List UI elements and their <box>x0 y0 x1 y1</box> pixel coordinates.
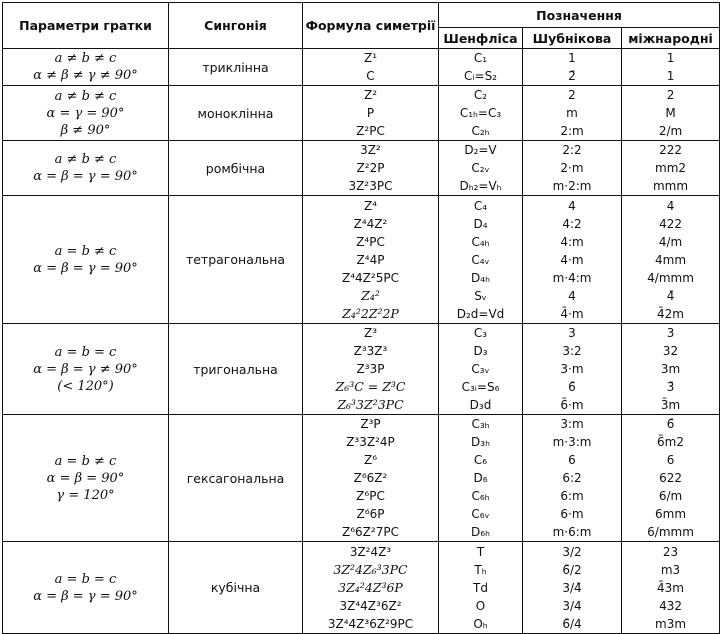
shubnikov-value: m·6:m <box>552 525 592 539</box>
schoenflies-value: C₃ᵢ=S₆ <box>461 380 500 394</box>
international-value: mmm <box>652 179 689 193</box>
international-cell <box>622 141 720 196</box>
international-value: 1 <box>666 69 675 83</box>
schoenflies-cell <box>439 196 523 324</box>
syngony-cell: триклінна <box>169 49 303 86</box>
shubnikov-value: m·2:m <box>552 179 592 193</box>
shubnikov-value: 4̄·m <box>560 306 584 321</box>
formula-value: 3Z²4Z³ <box>349 544 392 559</box>
shubnikov-cell <box>523 86 622 141</box>
schoenflies-value: C₃ᵥ <box>471 362 490 376</box>
shubnikov-value: 3 <box>568 326 576 340</box>
international-value: 4 <box>666 198 675 213</box>
formula-cell <box>303 49 439 86</box>
schoenflies-value: Tₕ <box>474 562 487 577</box>
shubnikov-value: 6·m <box>560 507 584 521</box>
schoenflies-value: C₁ <box>473 51 488 65</box>
schoenflies-cell <box>439 86 523 141</box>
schoenflies-value: C₆ <box>473 453 488 467</box>
schoenflies-cell <box>439 49 523 86</box>
schoenflies-value: C₂ <box>473 88 488 102</box>
schoenflies-value: D₂d=Vd <box>456 306 505 321</box>
lattice-param-line: α = γ = 90° <box>46 105 125 121</box>
syngony-cell: тригональна <box>169 324 303 415</box>
shubnikov-value: 2 <box>568 88 576 102</box>
shubnikov-value: 1 <box>568 51 576 65</box>
international-value: 622 <box>659 471 682 485</box>
lattice-param-line: a = b = c <box>54 571 117 587</box>
shubnikov-value: 2:2 <box>562 143 582 157</box>
shubnikov-value: 6̄/4 <box>562 616 582 631</box>
formula-value: 3Z² <box>360 143 381 157</box>
formula-cell <box>303 542 439 634</box>
schoenflies-value: C₃ₕ <box>471 417 490 431</box>
formula-value: P <box>366 106 375 120</box>
international-value: 6/mmm <box>647 525 694 539</box>
schoenflies-cell <box>439 141 523 196</box>
formula-value: Z₆³3Z²3PC <box>337 397 404 412</box>
header-shubnikov: Шубнікова <box>523 28 622 49</box>
formula-value: Z⁴PC <box>356 234 385 249</box>
header-international: міжнародні <box>622 28 720 49</box>
formula-value: Z⁶6Z²7PC <box>342 525 399 539</box>
schoenflies-value: Td <box>473 580 488 595</box>
formula-value: 3Z⁴4Z³6Z² <box>339 598 402 613</box>
schoenflies-value: D₃ₕ <box>471 435 490 449</box>
shubnikov-value: 2:m <box>560 124 584 138</box>
header-formula: Формула симетрії <box>303 3 439 49</box>
schoenflies-value: D₂=V <box>464 143 497 157</box>
shubnikov-cell <box>523 141 622 196</box>
shubnikov-value: 3·m <box>560 362 584 376</box>
international-cell <box>622 415 720 542</box>
international-value: 2 <box>666 88 675 102</box>
formula-value: Z⁴4Z² <box>353 216 388 231</box>
shubnikov-value: 4:m <box>560 234 584 249</box>
header-syngony: Сингонія <box>169 3 303 49</box>
schoenflies-value: D₄ <box>473 216 488 231</box>
shubnikov-value: 6 <box>568 453 576 467</box>
international-value: 4̄2m <box>657 306 684 321</box>
lattice-param-line: α = β = γ = 90° <box>33 260 138 276</box>
syngony-cell: кубічна <box>169 542 303 634</box>
header-schoenflies: Шенфліса <box>439 28 523 49</box>
international-cell <box>622 86 720 141</box>
shubnikov-cell <box>523 324 622 415</box>
schoenflies-value: D₆ <box>473 471 488 485</box>
shubnikov-value: 2̄ <box>568 69 576 83</box>
shubnikov-value: m·3:m <box>552 435 592 449</box>
international-value: 422 <box>659 216 682 231</box>
schoenflies-cell <box>439 415 523 542</box>
formula-cell <box>303 141 439 196</box>
syngony-group-row <box>3 141 720 196</box>
syngony-cell: ромбічна <box>169 141 303 196</box>
international-value: M <box>665 106 676 120</box>
syngony-group-row <box>3 415 720 542</box>
formula-value: Z⁶6P <box>356 507 385 521</box>
syngony-group-row <box>3 324 720 415</box>
international-value: 23 <box>662 544 679 559</box>
shubnikov-value: m·4:m <box>552 270 592 285</box>
formula-value: Z³P <box>360 417 381 431</box>
lattice-params-cell <box>3 49 169 86</box>
international-value: 3̄m <box>660 398 681 412</box>
formula-value: 3Z⁴4Z³6Z²9PC <box>327 616 414 631</box>
shubnikov-value: 4:2 <box>562 216 582 231</box>
lattice-params-cell <box>3 86 169 141</box>
lattice-params-cell <box>3 542 169 634</box>
lattice-params-cell <box>3 141 169 196</box>
formula-value: Z²2P <box>356 161 385 175</box>
international-value: 6mm <box>655 507 687 521</box>
schoenflies-value: T <box>476 544 485 559</box>
shubnikov-value: 6̄/2 <box>562 562 582 577</box>
international-cell <box>622 542 720 634</box>
header-designation: Позначення <box>439 3 720 28</box>
formula-value: Z⁴4P <box>356 252 385 267</box>
shubnikov-value: 3:m <box>560 417 584 431</box>
formula-value: Z²PC <box>356 124 385 138</box>
formula-cell <box>303 415 439 542</box>
schoenflies-cell <box>439 542 523 634</box>
formula-value: 3Z²4Z₆³3PC <box>333 561 408 577</box>
lattice-param-line: α = β = 90° <box>46 470 125 486</box>
international-value: 4mm <box>655 252 687 267</box>
shubnikov-value: 4·m <box>560 252 584 267</box>
lattice-param-line: α = β = γ ≠ 90° <box>33 361 138 377</box>
schoenflies-value: Cᵢ=S₂ <box>463 69 497 83</box>
international-value: 3̄ <box>666 380 675 394</box>
formula-cell <box>303 86 439 141</box>
header-params: Параметри гратки <box>3 3 169 49</box>
schoenflies-value: Dₕ₂=Vₕ <box>459 179 502 193</box>
schoenflies-value: Sᵥ <box>474 288 487 303</box>
formula-value: Z₄² <box>361 287 380 303</box>
formula-value: 3Z₄²4Z³6P <box>338 579 403 595</box>
international-value: 222 <box>659 143 682 157</box>
international-value: 4/m <box>658 234 683 249</box>
international-value: 32 <box>662 344 679 358</box>
international-value: 2/m <box>658 124 683 138</box>
shubnikov-value: m <box>566 106 578 120</box>
lattice-param-line: β ≠ 90° <box>60 122 111 138</box>
formula-cell <box>303 196 439 324</box>
lattice-param-line: a ≠ b ≠ c <box>54 152 117 167</box>
formula-value: Z⁴4Z²5PC <box>342 270 399 285</box>
shubnikov-value: 6:2 <box>562 471 582 485</box>
shubnikov-value: 6:m <box>560 489 584 503</box>
lattice-param-line: a ≠ b ≠ c <box>54 51 117 66</box>
syngony-group-row <box>3 86 720 141</box>
shubnikov-cell <box>523 415 622 542</box>
formula-value: Z³3Z³ <box>353 344 388 358</box>
international-value: 3m <box>660 362 681 376</box>
schoenflies-value: D₆ₕ <box>471 525 490 539</box>
syngony-cell: гексагональна <box>169 415 303 542</box>
shubnikov-value: 3:2 <box>562 344 582 358</box>
formula-value: 3Z²3PC <box>348 179 393 193</box>
formula-value: Z₆³C = Z³C <box>335 379 406 394</box>
lattice-params-cell <box>3 415 169 542</box>
schoenflies-value: D₄ₕ <box>471 270 490 285</box>
crystal-systems-table <box>2 2 720 634</box>
schoenflies-value: C₁ₕ=C₃ <box>459 106 502 120</box>
formula-value: Z⁴ <box>363 198 378 213</box>
syngony-cell: тетрагональна <box>169 196 303 324</box>
lattice-params-cell <box>3 196 169 324</box>
international-value: m3 <box>660 562 681 577</box>
schoenflies-value: C₄ᵥ <box>471 252 490 267</box>
schoenflies-value: D₃d <box>469 398 492 412</box>
schoenflies-cell <box>439 324 523 415</box>
formula-value: Z⁶PC <box>356 489 385 503</box>
schoenflies-value: C₆ₕ <box>471 489 490 503</box>
formula-value: Z⁶ <box>363 453 378 467</box>
formula-value: Z⁶6Z² <box>353 471 388 485</box>
lattice-param-line: a ≠ b ≠ c <box>54 88 117 104</box>
international-value: mm2 <box>655 161 687 175</box>
formula-value: Z³3Z²4P <box>346 435 395 449</box>
formula-value: Z₄²2Z²2P <box>342 305 399 321</box>
lattice-param-line: a = b ≠ c <box>54 243 117 259</box>
international-value: 6/m <box>658 489 683 503</box>
schoenflies-value: C₃ <box>473 326 488 340</box>
shubnikov-value: 2·m <box>560 161 584 175</box>
shubnikov-cell <box>523 49 622 86</box>
syngony-cell: моноклінна <box>169 86 303 141</box>
schoenflies-value: C₄ₕ <box>471 234 490 249</box>
shubnikov-cell <box>523 542 622 634</box>
lattice-param-line: a = b ≠ c <box>54 453 117 469</box>
formula-value: Z³ <box>363 326 378 340</box>
shubnikov-cell <box>523 196 622 324</box>
lattice-param-line: α = β = γ = 90° <box>33 169 138 184</box>
shubnikov-value: 6̄·m <box>560 398 584 412</box>
international-value: 1 <box>666 51 675 65</box>
formula-value: Z³3P <box>356 362 385 376</box>
lattice-param-line: α ≠ β ≠ γ ≠ 90° <box>33 68 138 83</box>
syngony-group-row <box>3 49 720 86</box>
international-cell <box>622 49 720 86</box>
formula-cell <box>303 324 439 415</box>
schoenflies-value: Oₕ <box>473 616 488 631</box>
schoenflies-value: O <box>475 598 486 613</box>
international-value: 6̄m2 <box>657 435 684 449</box>
lattice-param-line: α = β = γ = 90° <box>33 588 138 604</box>
shubnikov-value: 3/2 <box>562 544 582 559</box>
schoenflies-value: C₂ₕ <box>471 124 490 138</box>
lattice-param-line: (< 120°) <box>57 378 114 394</box>
international-value: 4̄ <box>666 288 675 303</box>
international-value: 4̄3m <box>657 580 684 595</box>
international-value: 3 <box>666 326 675 340</box>
international-value: 432 <box>659 598 682 613</box>
international-cell <box>622 196 720 324</box>
international-value: 4/mmm <box>647 270 694 285</box>
shubnikov-value: 3/4̄ <box>562 580 582 595</box>
syngony-group-row <box>3 196 720 324</box>
international-value: 6̄ <box>666 417 675 431</box>
schoenflies-value: C₂ᵥ <box>471 161 490 175</box>
formula-value: Z² <box>363 88 378 102</box>
formula-value: C <box>366 69 375 83</box>
schoenflies-value: C₄ <box>473 198 488 213</box>
shubnikov-value: 4 <box>568 288 576 303</box>
syngony-group-row <box>3 542 720 634</box>
formula-value: Z¹ <box>363 51 378 65</box>
shubnikov-value: 4 <box>568 198 576 213</box>
shubnikov-value: 6̄ <box>568 380 576 394</box>
schoenflies-value: C₆ᵥ <box>471 507 490 521</box>
lattice-param-line: γ = 120° <box>56 487 115 503</box>
schoenflies-value: D₃ <box>473 344 488 358</box>
international-cell <box>622 324 720 415</box>
lattice-param-line: a = b = c <box>54 344 117 360</box>
international-value: m3m <box>655 616 687 631</box>
international-value: 6 <box>666 453 675 467</box>
shubnikov-value: 3/4 <box>562 598 582 613</box>
lattice-params-cell <box>3 324 169 415</box>
